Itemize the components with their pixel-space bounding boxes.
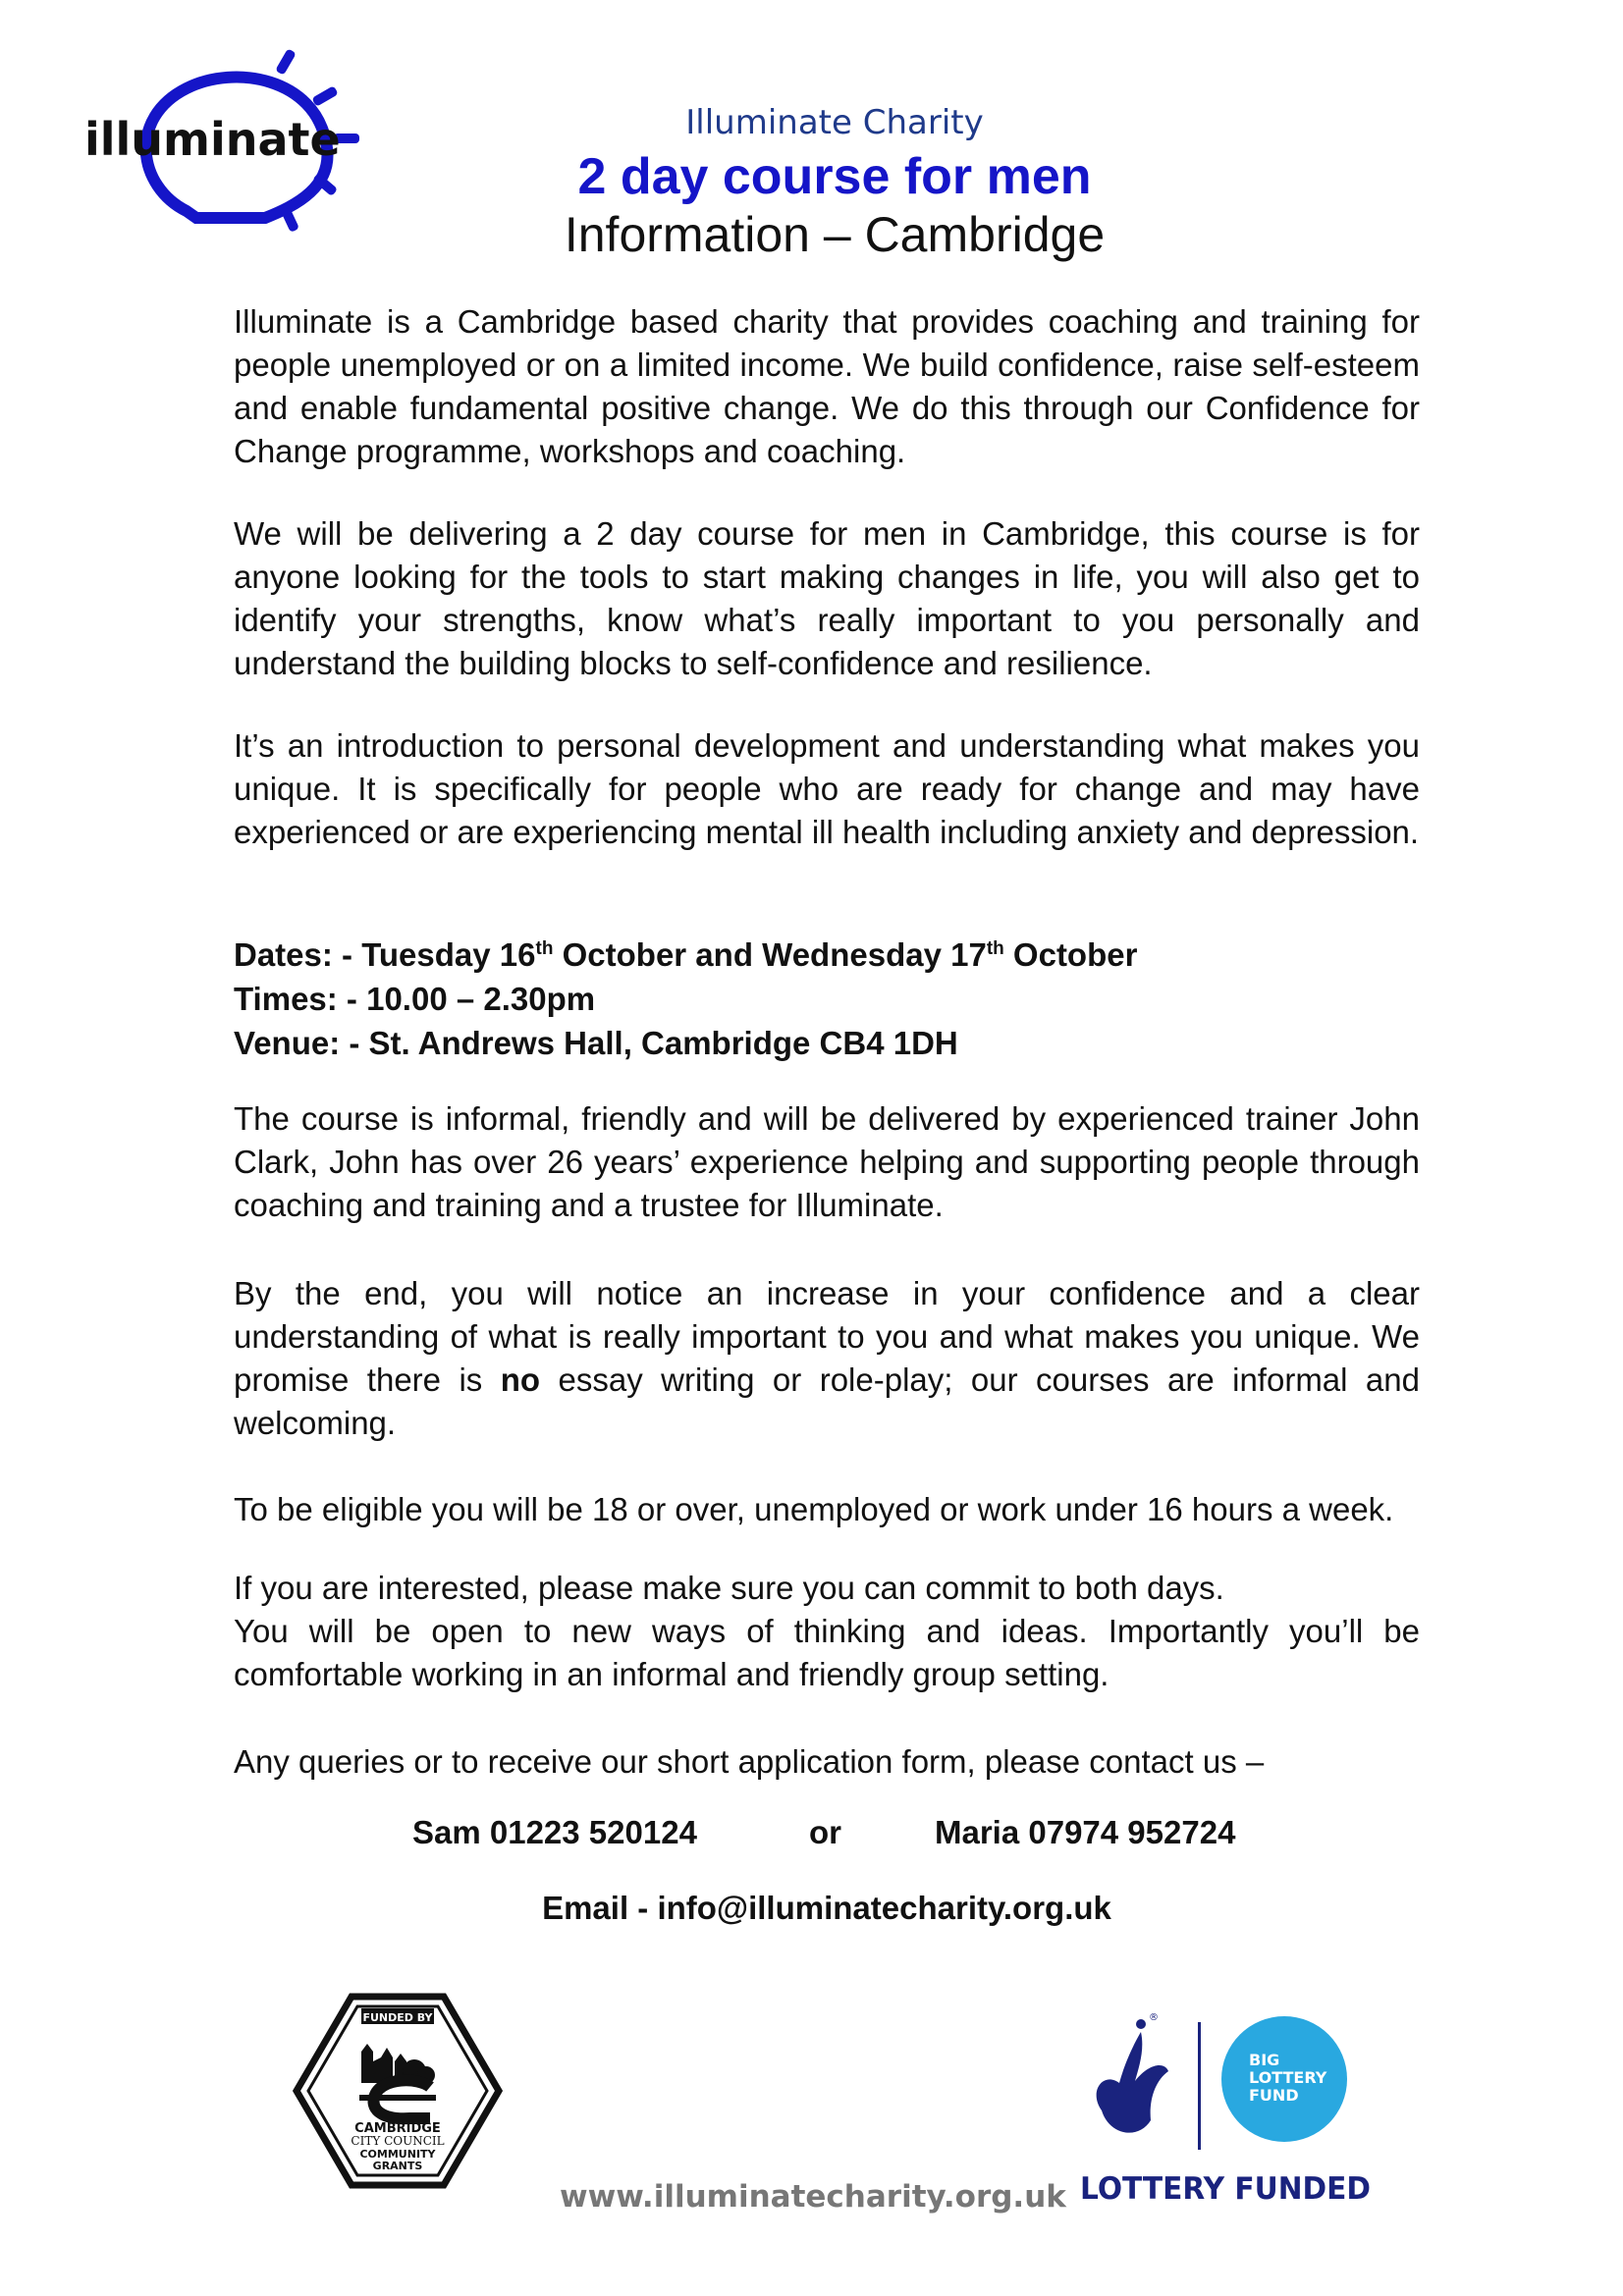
- course-subtitle: Information – Cambridge: [564, 207, 1106, 262]
- contact-sam: Sam 01223 520124: [412, 1814, 697, 1850]
- svg-text:COMMUNITY: COMMUNITY: [359, 2148, 436, 2161]
- contact-email: Email - info@illuminatecharity.org.uk: [542, 1890, 1111, 1926]
- illuminate-logo: [79, 39, 373, 245]
- course-details: [234, 933, 1420, 1065]
- commitment-paragraph: If you are interested, please make sure you can commit to both days. You will be open to new ways of thinking and ideas. Importantly you’ll be comfortable working in an informal and friendly group setting.: [234, 1570, 1420, 1692]
- contact-or: or: [809, 1814, 841, 1850]
- course-title: 2 day course for men: [577, 148, 1092, 205]
- venue-line: Venue: - St. Andrews Hall, Cambridge CB4 1DH: [234, 1025, 958, 1061]
- svg-text:FUNDED BY: FUNDED BY: [362, 2011, 433, 2024]
- svg-text:LOTTERY FUNDED: LOTTERY FUNDED: [1080, 2171, 1371, 2207]
- queries-paragraph: Any queries or to receive our short application form, please contact us –: [234, 1743, 1265, 1780]
- dates-line: Dates: - Tuesday 16th October and Wednesday 17th October: [234, 936, 1138, 973]
- trainer-paragraph: The course is informal, friendly and will be delivered by experienced trainer John Clark, John has over 26 years’ experience helping and supporting people through coaching and training and a trustee for Illuminate.: [234, 1100, 1420, 1223]
- lottery-funded-logo: [1080, 2002, 1375, 2209]
- introduction-paragraph: It’s an introduction to personal development and understanding what makes you unique. It is specifically for people who are ready for change and may have experienced or are experiencing mental ill health including anxiety and depression.: [234, 727, 1420, 850]
- website-url: www.illuminatecharity.org.uk: [560, 2179, 1066, 2215]
- times-line: Times: - 10.00 – 2.30pm: [234, 981, 596, 1017]
- svg-text:GRANTS: GRANTS: [372, 2160, 423, 2172]
- svg-text:®: ®: [1149, 2012, 1159, 2023]
- organisation-name: Illuminate Charity: [685, 103, 984, 142]
- svg-text:LOTTERY: LOTTERY: [1249, 2068, 1327, 2087]
- logo-wordmark: illuminate: [84, 113, 341, 166]
- outcome-paragraph: By the end, you will notice an increase in your confidence and a clear understanding of what is really important to you and what makes you unique. We promise there is no essay writing or role-play; our courses are informal and welcoming.: [234, 1275, 1420, 1441]
- contact-maria: Maria 07974 952724: [935, 1814, 1236, 1850]
- svg-text:BIG: BIG: [1249, 2051, 1280, 2069]
- eligibility-paragraph: To be eligible you will be 18 or over, unemployed or work under 16 hours a week.: [234, 1491, 1394, 1527]
- svg-text:CAMBRIDGE: CAMBRIDGE: [354, 2121, 441, 2136]
- svg-text:CITY COUNCIL: CITY COUNCIL: [351, 2134, 445, 2148]
- course-paragraph: We will be delivering a 2 day course for men in Cambridge, this course is for anyone looking for the tools to start making changes in life, you will also get to identify your strengths, know what’s really important to you personally and understand the building blocks to self-confidence and resilience.: [234, 515, 1420, 681]
- cambridge-city-council-logo: [293, 1993, 503, 2189]
- svg-text:FUND: FUND: [1249, 2086, 1299, 2105]
- intro-paragraph: Illuminate is a Cambridge based charity that provides coaching and training for people unemployed or on a limited income. We build confidence, raise self-esteem and enable fundamental positive change. We do this through our Confidence for Change programme, workshops and coaching.: [234, 303, 1420, 469]
